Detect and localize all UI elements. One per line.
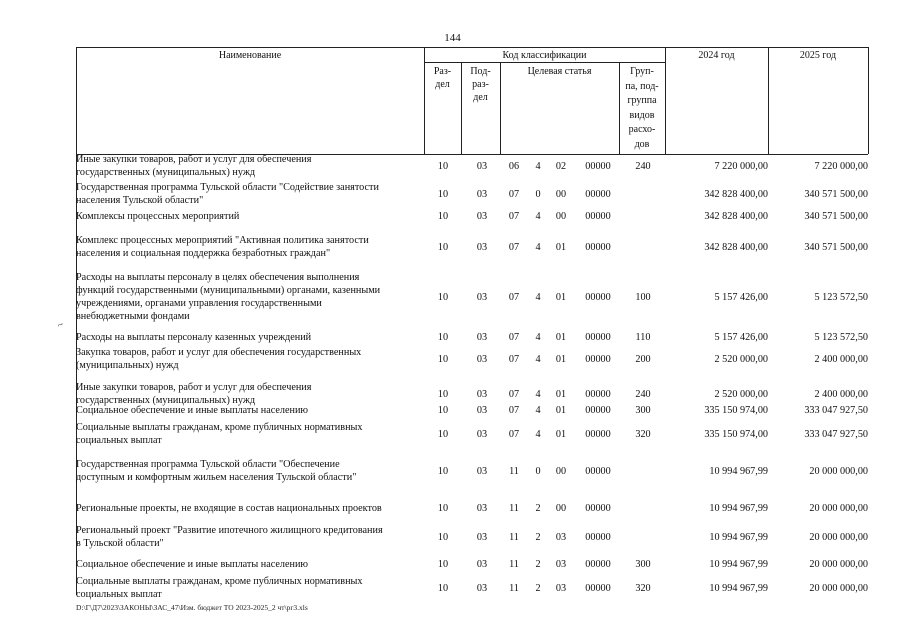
cell-razdel: 10 — [437, 559, 449, 570]
footer-file-path: D:\Г\Д7\2023\ЗАКОНЫ\ЗАС_47\Изм. бюджет ТО 2023-2025_2 чт\рг3.xls — [76, 603, 308, 612]
cell-razdel: 10 — [437, 189, 449, 200]
cell-razdel: 10 — [437, 354, 449, 365]
cell-target-type: 4 — [535, 429, 541, 440]
cell-amount-2024: 335 150 974,00 — [704, 405, 768, 416]
table-row — [76, 404, 868, 417]
header-target: Целевая статья — [527, 66, 592, 77]
cell-target-type: 0 — [535, 189, 541, 200]
cell-target-program: 07 — [508, 211, 520, 222]
cell-amount-2025: 2 400 000,00 — [814, 389, 868, 400]
cell-podrazdel: 03 — [476, 389, 488, 400]
cell-amount-2025: 7 220 000,00 — [814, 161, 868, 172]
table-row — [76, 421, 868, 447]
cell-amount-2025: 20 000 000,00 — [809, 583, 868, 594]
cell-name: Расходы на выплаты персоналу казенных учреждений — [76, 332, 312, 343]
cell-target-type: 2 — [535, 559, 541, 570]
cell-target-direction: 00000 — [585, 354, 611, 365]
cell-amount-2024: 5 157 426,00 — [714, 292, 768, 303]
cell-name: Государственная программа Тульской области "Содействие занятости населения Тульской области" — [76, 182, 379, 206]
cell-target-type: 0 — [535, 466, 541, 477]
cell-razdel: 10 — [437, 429, 449, 440]
cell-target-type: 4 — [535, 405, 541, 416]
budget-table — [76, 47, 868, 600]
cell-target-program: 07 — [508, 429, 520, 440]
header-podrazdel: Под- раз- дел — [470, 66, 491, 103]
cell-podrazdel: 03 — [476, 429, 488, 440]
cell-amount-2025: 340 571 500,00 — [804, 211, 868, 222]
cell-target-type: 4 — [535, 332, 541, 343]
cell-name: Иные закупки товаров, работ и услуг для обеспечения государственных (муниципальных) нужд — [76, 154, 312, 178]
cell-amount-2024: 342 828 400,00 — [704, 189, 768, 200]
cell-podrazdel: 03 — [476, 532, 488, 543]
cell-amount-2025: 333 047 927,50 — [804, 405, 868, 416]
cell-amount-2025: 5 123 572,50 — [814, 292, 868, 303]
table-top-border — [76, 47, 868, 48]
cell-podrazdel: 03 — [476, 503, 488, 514]
cell-target-program: 07 — [508, 354, 520, 365]
cell-podrazdel: 03 — [476, 292, 488, 303]
cell-target-direction: 00000 — [585, 242, 611, 253]
stray-mark: ~ — [55, 319, 66, 332]
cell-amount-2024: 10 994 967,99 — [709, 532, 768, 543]
cell-expense-group: 240 — [635, 161, 651, 172]
cell-target-program: 11 — [509, 466, 519, 477]
cell-target-type: 4 — [535, 161, 541, 172]
cell-expense-group: 110 — [635, 332, 651, 343]
cell-target-direction: 00000 — [585, 466, 611, 477]
table-right-border — [868, 47, 869, 154]
table-row — [76, 234, 868, 260]
col-divider-2024 — [768, 47, 769, 154]
cell-amount-2024: 5 157 426,00 — [714, 332, 768, 343]
table-row — [76, 153, 868, 179]
cell-target-direction: 00000 — [585, 559, 611, 570]
cell-razdel: 10 — [437, 292, 449, 303]
cell-target-subprogram: 01 — [555, 242, 567, 253]
cell-amount-2024: 2 520 000,00 — [714, 389, 768, 400]
cell-target-type: 2 — [535, 503, 541, 514]
table-row — [76, 524, 868, 550]
table-row — [76, 331, 868, 344]
cell-name: Расходы на выплаты персоналу в целях обеспечения выполнения функций государственными (муниципальными) органами, казенными учреждениями, органами управления государственными внебюджетными фондами — [76, 272, 381, 322]
cell-target-program: 07 — [508, 332, 520, 343]
cell-podrazdel: 03 — [476, 211, 488, 222]
header-year-2025: 2025 год — [799, 50, 837, 61]
cell-target-direction: 00000 — [585, 405, 611, 416]
cell-name: Государственная программа Тульской области "Обеспечение доступным и комфортным жильем населения Тульской области" — [76, 459, 357, 483]
cell-podrazdel: 03 — [476, 405, 488, 416]
cell-name: Социальные выплаты гражданам, кроме публичных нормативных социальных выплат — [76, 422, 363, 446]
cell-amount-2024: 10 994 967,99 — [709, 583, 768, 594]
cell-target-program: 07 — [508, 292, 520, 303]
header-year-2024: 2024 год — [698, 50, 735, 61]
cell-name: Закупка товаров, работ и услуг для обеспечения государственных (муниципальных) нужд — [76, 347, 362, 371]
cell-podrazdel: 03 — [476, 242, 488, 253]
cell-expense-group: 300 — [635, 559, 651, 570]
cell-amount-2025: 20 000 000,00 — [809, 532, 868, 543]
cell-razdel: 10 — [437, 242, 449, 253]
cell-target-direction: 00000 — [585, 583, 611, 594]
cell-target-program: 07 — [508, 405, 520, 416]
cell-target-direction: 00000 — [585, 161, 611, 172]
cell-amount-2025: 340 571 500,00 — [804, 242, 868, 253]
cell-target-subprogram: 01 — [555, 389, 567, 400]
cell-target-type: 4 — [535, 354, 541, 365]
cell-amount-2024: 10 994 967,99 — [709, 559, 768, 570]
cell-name: Комплексы процессных мероприятий — [76, 211, 240, 222]
cell-razdel: 10 — [437, 466, 449, 477]
cell-target-direction: 00000 — [585, 532, 611, 543]
header-group: Груп- па, под- группа видов расхо- дов — [625, 66, 659, 150]
cell-expense-group: 300 — [635, 405, 651, 416]
cell-target-direction: 00000 — [585, 503, 611, 514]
table-row — [76, 575, 868, 601]
cell-razdel: 10 — [437, 161, 449, 172]
cell-podrazdel: 03 — [476, 583, 488, 594]
cell-target-subprogram: 00 — [555, 466, 567, 477]
table-row — [76, 181, 868, 207]
table-row — [76, 502, 868, 515]
cell-podrazdel: 03 — [476, 332, 488, 343]
cell-target-subprogram: 03 — [555, 532, 567, 543]
cell-amount-2024: 342 828 400,00 — [704, 242, 768, 253]
cell-razdel: 10 — [437, 532, 449, 543]
cell-target-program: 11 — [509, 583, 519, 594]
cell-target-program: 07 — [508, 189, 520, 200]
cell-target-direction: 00000 — [585, 389, 611, 400]
table-row — [76, 558, 868, 571]
cell-podrazdel: 03 — [476, 559, 488, 570]
cell-amount-2024: 342 828 400,00 — [704, 211, 768, 222]
cell-target-program: 11 — [509, 503, 519, 514]
cell-target-program: 07 — [508, 242, 520, 253]
cell-amount-2025: 2 400 000,00 — [814, 354, 868, 365]
cell-name: Социальные выплаты гражданам, кроме публичных нормативных социальных выплат — [76, 576, 363, 600]
cell-razdel: 10 — [437, 332, 449, 343]
cell-target-subprogram: 00 — [555, 189, 567, 200]
cell-podrazdel: 03 — [476, 354, 488, 365]
cell-target-direction: 00000 — [585, 332, 611, 343]
cell-name: Региональный проект "Развитие ипотечного жилищного кредитования в Тульской области" — [76, 525, 383, 549]
col-divider-name — [424, 47, 425, 154]
cell-expense-group: 320 — [635, 429, 651, 440]
cell-amount-2025: 5 123 572,50 — [814, 332, 868, 343]
cell-amount-2024: 2 520 000,00 — [714, 354, 768, 365]
col-divider-group — [665, 47, 666, 154]
cell-target-program: 07 — [508, 389, 520, 400]
cell-target-subprogram: 02 — [555, 161, 567, 172]
cell-amount-2025: 333 047 927,50 — [804, 429, 868, 440]
cell-target-subprogram: 03 — [555, 583, 567, 594]
table-row — [76, 458, 868, 484]
cell-amount-2024: 10 994 967,99 — [709, 466, 768, 477]
cell-razdel: 10 — [437, 211, 449, 222]
cell-expense-group: 100 — [635, 292, 651, 303]
cell-name: Региональные проекты, не входящие в состав национальных проектов — [76, 503, 382, 514]
cell-amount-2025: 20 000 000,00 — [809, 503, 868, 514]
table-row — [76, 271, 868, 323]
cell-target-direction: 00000 — [585, 189, 611, 200]
cell-target-subprogram: 00 — [555, 211, 567, 222]
cell-expense-group: 200 — [635, 354, 651, 365]
cell-target-program: 11 — [509, 559, 519, 570]
cell-target-program: 11 — [509, 532, 519, 543]
cell-target-direction: 00000 — [585, 429, 611, 440]
cell-podrazdel: 03 — [476, 466, 488, 477]
cell-name: Комплекс процессных мероприятий "Активная политика занятости населения и социальная поддержка безработных граждан" — [76, 235, 369, 259]
table-row — [76, 346, 868, 372]
cell-target-subprogram: 01 — [555, 354, 567, 365]
cell-target-subprogram: 01 — [555, 332, 567, 343]
table-row — [76, 210, 868, 223]
cell-target-type: 4 — [535, 242, 541, 253]
cell-target-type: 2 — [535, 532, 541, 543]
cell-target-subprogram: 01 — [555, 292, 567, 303]
cell-razdel: 10 — [437, 583, 449, 594]
cell-target-subprogram: 00 — [555, 503, 567, 514]
cell-amount-2025: 20 000 000,00 — [809, 559, 868, 570]
cell-target-subprogram: 01 — [555, 429, 567, 440]
cell-razdel: 10 — [437, 389, 449, 400]
page-number: 144 — [444, 32, 461, 44]
cell-target-direction: 00000 — [585, 292, 611, 303]
cell-expense-group: 320 — [635, 583, 651, 594]
cell-target-subprogram: 01 — [555, 405, 567, 416]
cell-target-type: 2 — [535, 583, 541, 594]
cell-name: Социальное обеспечение и иные выплаты населению — [76, 405, 309, 416]
cell-name: Иные закупки товаров, работ и услуг для обеспечения государственных (муниципальных) нужд — [76, 382, 312, 406]
cell-target-type: 4 — [535, 211, 541, 222]
cell-amount-2025: 340 571 500,00 — [804, 189, 868, 200]
cell-razdel: 10 — [437, 405, 449, 416]
header-classification: Код классификации — [502, 50, 587, 61]
cell-expense-group: 240 — [635, 389, 651, 400]
cell-razdel: 10 — [437, 503, 449, 514]
cell-podrazdel: 03 — [476, 161, 488, 172]
cell-podrazdel: 03 — [476, 189, 488, 200]
cell-amount-2024: 335 150 974,00 — [704, 429, 768, 440]
cell-amount-2024: 7 220 000,00 — [714, 161, 768, 172]
cell-amount-2025: 20 000 000,00 — [809, 466, 868, 477]
cell-target-type: 4 — [535, 292, 541, 303]
cell-amount-2024: 10 994 967,99 — [709, 503, 768, 514]
cell-target-type: 4 — [535, 389, 541, 400]
cell-name: Социальное обеспечение и иные выплаты населению — [76, 559, 309, 570]
cell-target-program: 06 — [508, 161, 520, 172]
header-name: Наименование — [218, 50, 282, 61]
cell-target-subprogram: 03 — [555, 559, 567, 570]
header-razdel: Раз- дел — [433, 66, 452, 90]
cell-target-direction: 00000 — [585, 211, 611, 222]
